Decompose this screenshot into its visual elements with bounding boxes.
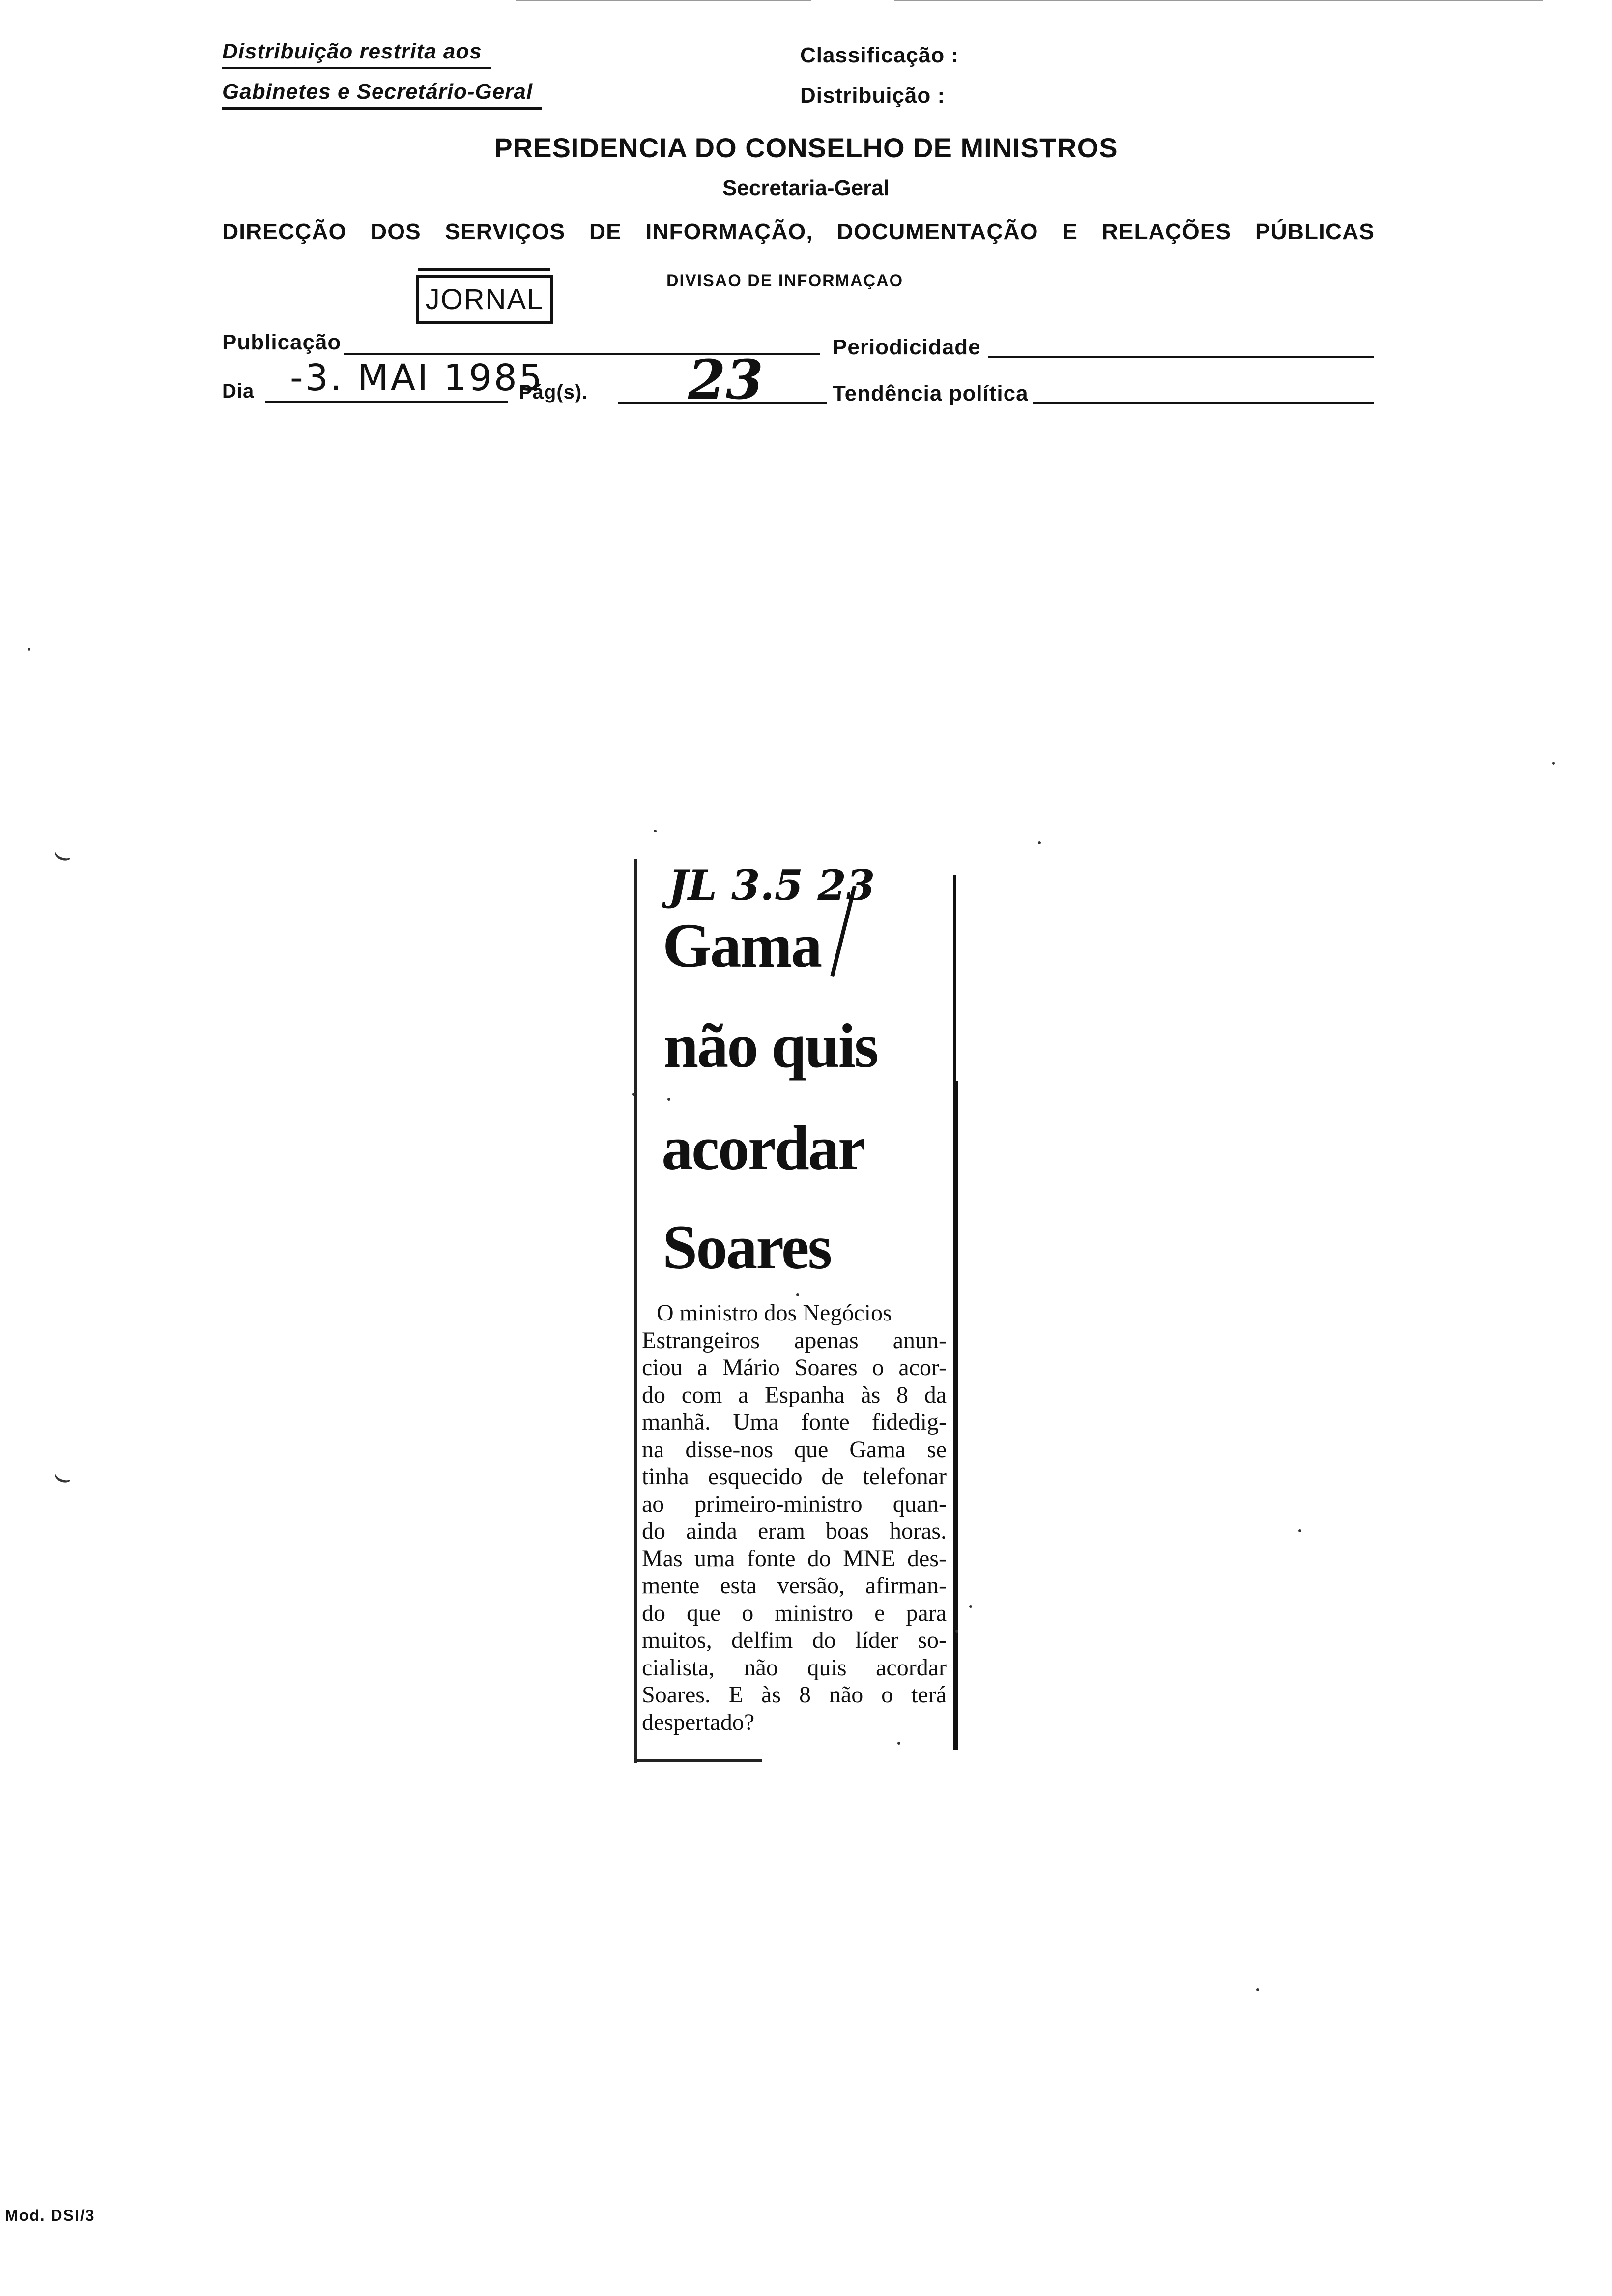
article-line: Estrangeiros apenas anun-	[642, 1327, 947, 1353]
scan-mark: ⌣	[48, 835, 78, 874]
page-title: PRESIDENCIA DO CONSELHO DE MINISTROS	[494, 132, 1118, 163]
divisao-label: DIVISAO DE INFORMAÇAO	[666, 271, 904, 290]
dia-value: -3. MAI 1985	[290, 357, 544, 399]
clipping-left-border	[634, 859, 637, 1763]
article-line: do que o ministro e para	[642, 1600, 947, 1626]
article-body	[642, 1299, 947, 1736]
scan-speck	[897, 1742, 900, 1745]
direccao-word: DE	[589, 219, 622, 244]
direccao-line	[222, 218, 1375, 245]
jornal-stamp: JORNAL	[416, 275, 553, 324]
periodicidade-label: Periodicidade	[833, 335, 981, 359]
direccao-word: SERVIÇOS	[445, 219, 566, 244]
page-subtitle: Secretaria-Geral	[722, 176, 890, 200]
scan-speck	[1298, 1529, 1301, 1532]
direccao-word: DIRECÇÃO	[222, 219, 347, 244]
clipping-bottom-border	[634, 1759, 762, 1762]
tendencia-line	[1033, 402, 1374, 404]
clipping-right-border-bottom	[953, 1081, 958, 1750]
headline-line-4: Soares	[662, 1212, 831, 1282]
dia-label: Dia	[222, 380, 255, 402]
restricted-distribution-line1: Distribuição restrita aos	[222, 39, 491, 69]
periodicidade-line	[988, 356, 1374, 358]
restricted-distribution-line2: Gabinetes e Secretário-Geral	[222, 80, 542, 110]
article-line: tinha esquecido de telefonar	[642, 1464, 947, 1490]
headline-line-3: acordar	[662, 1113, 864, 1183]
direccao-word: PÚBLICAS	[1255, 219, 1375, 244]
headline-line-1: Gama	[662, 911, 821, 980]
form-model-label: Mod. DSI/3	[5, 2207, 95, 2224]
handwritten-note: JL 3.5 23	[668, 861, 875, 910]
top-rule-right	[894, 0, 1543, 1]
dia-line	[265, 401, 508, 403]
article-line: mente esta versão, afirman-	[642, 1573, 947, 1599]
article-line: ao primeiro-ministro quan-	[642, 1491, 947, 1517]
stamp-top-mark	[418, 268, 550, 271]
scan-speck	[1256, 1988, 1259, 1991]
scan-mark: ⌣	[48, 1457, 78, 1496]
headline-line-2: não quis	[663, 1011, 877, 1081]
article-line: Mas uma fonte do MNE des-	[642, 1545, 947, 1572]
direccao-word: E	[1062, 219, 1078, 244]
article-line: muitos, delfim do líder so-	[642, 1627, 947, 1653]
article-line: manhã. Uma fonte fidedig-	[642, 1409, 947, 1435]
scan-speck	[667, 1098, 670, 1101]
direccao-word: DOCUMENTAÇÃO	[836, 219, 1038, 244]
direccao-word: INFORMAÇÃO,	[645, 219, 813, 244]
article-line: na disse-nos que Gama se	[642, 1436, 947, 1463]
article-line: Soares. E às 8 não o terá	[642, 1682, 947, 1708]
scan-speck	[28, 648, 30, 651]
article-line: cialista, não quis acordar	[642, 1654, 947, 1681]
article-line: do com a Espanha às 8 da	[642, 1381, 947, 1408]
scan-speck	[969, 1605, 972, 1608]
scan-speck	[632, 1093, 635, 1096]
tendencia-label: Tendência política	[833, 381, 1029, 405]
scan-speck	[1038, 841, 1041, 844]
article-line: despertado?	[642, 1709, 755, 1735]
article-line: O ministro dos Negócios	[657, 1300, 892, 1326]
scan-speck	[654, 830, 657, 832]
scan-speck	[955, 1630, 958, 1633]
article-line: do ainda eram boas horas.	[642, 1518, 947, 1544]
article-line: ciou a Mário Soares o acor-	[642, 1354, 947, 1380]
direccao-word: RELAÇÕES	[1101, 219, 1232, 244]
scan-speck	[1552, 762, 1555, 765]
direccao-word: DOS	[371, 219, 421, 244]
pags-label: Pág(s).	[519, 381, 588, 403]
pags-value: 23	[688, 348, 764, 411]
distribuicao-label: Distribuição :	[800, 84, 946, 108]
publicacao-label: Publicação	[222, 330, 342, 354]
clipping-right-border-top	[953, 875, 956, 1081]
classificacao-label: Classificação :	[800, 43, 959, 67]
scan-speck	[796, 1293, 799, 1296]
top-rule-left	[516, 0, 811, 1]
